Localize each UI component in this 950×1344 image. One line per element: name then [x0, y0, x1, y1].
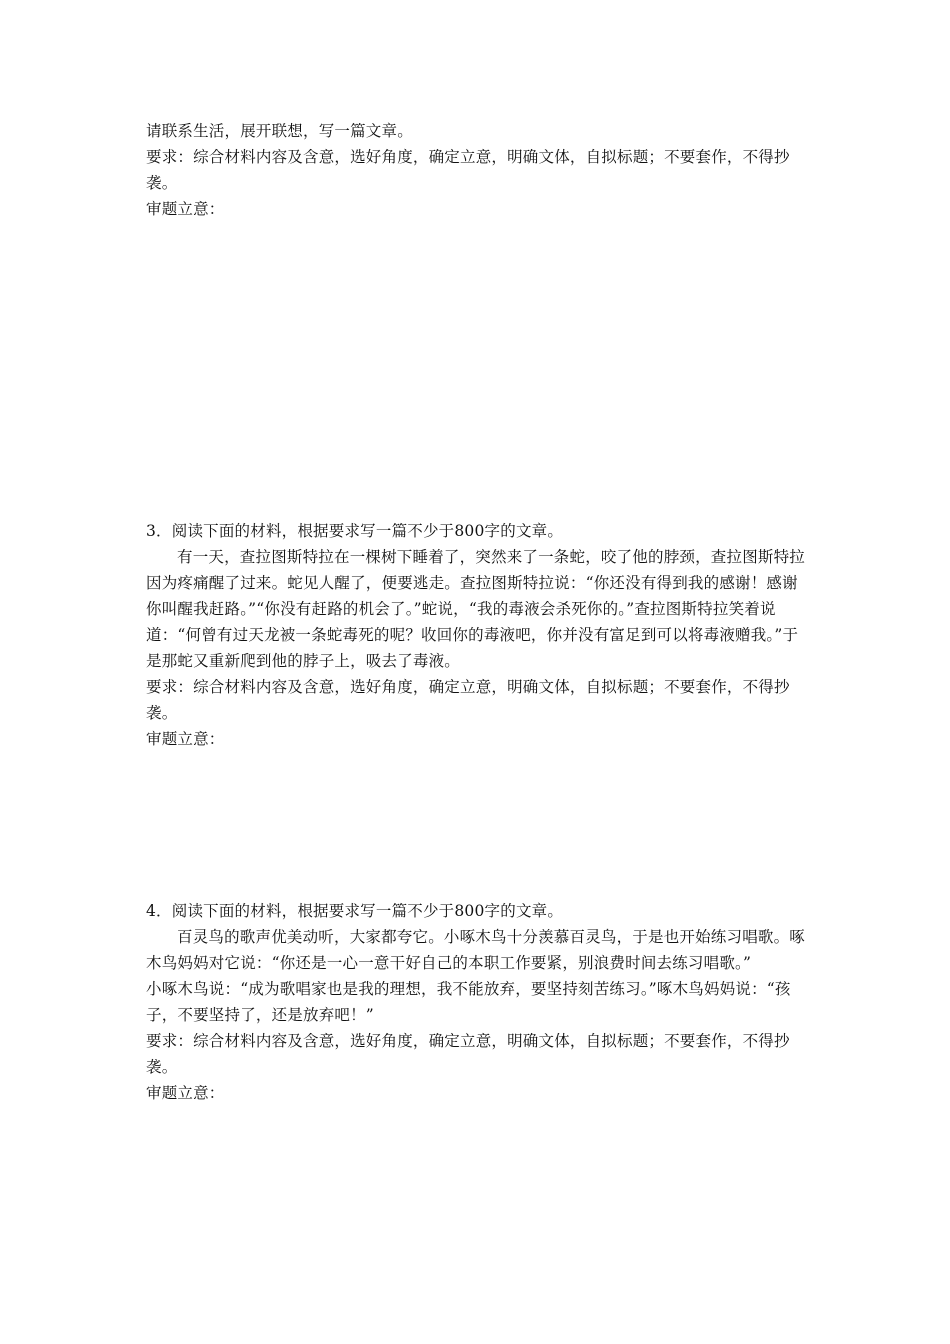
question-4-material: 百灵鸟的歌声优美动听，大家都夸它。小啄木鸟十分羡慕百灵鸟，于是也开始练习唱歌。啄木鸟妈妈对它说：“你还是一心一意干好自己的本职工作要紧，别浪费时间去练习唱歌。”	[146, 928, 806, 972]
question-3-shenti-label: 审题立意：	[146, 730, 225, 748]
question-4-requirement: 要求：综合材料内容及含意，选好角度，确定立意，明确文体，自拟标题；不要套作，不得抄袭。	[146, 1032, 790, 1076]
question-4-dialogue: 小啄木鸟说：“成为歌唱家也是我的理想，我不能放弃，要坚持刻苦练习。”啄木鸟妈妈说：“孩子，不要坚持了，还是放弃吧！”	[146, 980, 791, 1024]
question-4-heading: 4．阅读下面的材料，根据要求写一篇不少于800字的文章。	[146, 902, 564, 920]
question-3-heading: 3．阅读下面的材料，根据要求写一篇不少于800字的文章。	[146, 522, 564, 540]
question-4-shenti-label: 审题立意：	[146, 1084, 225, 1102]
question-4-section	[146, 898, 810, 1106]
question-3-material: 有一天，查拉图斯特拉在一棵树下睡着了，突然来了一条蛇，咬了他的脖颈，查拉图斯特拉因为疼痛醒了过来。蛇见人醒了，便要逃走。查拉图斯特拉说：“你还没有得到我的感谢！感谢你叫醒我赶路。”“你没有赶路的机会了。”蛇说，“我的毒液会杀死你的。”查拉图斯特拉笑着说道：“何曾有过天龙被一条蛇毒死的呢？收回你的毒液吧，你并没有富足到可以将毒液赠我。”于是那蛇又重新爬到他的脖子上，吸去了毒液。	[146, 548, 806, 670]
intro-requirement: 要求：综合材料内容及含意，选好角度，确定立意，明确文体，自拟标题；不要套作，不得抄袭。	[146, 148, 790, 192]
intro-prompt: 请联系生活，展开联想，写一篇文章。	[146, 122, 413, 140]
intro-section	[146, 118, 810, 222]
intro-shenti-label: 审题立意：	[146, 200, 225, 218]
question-3-requirement: 要求：综合材料内容及含意，选好角度，确定立意，明确文体，自拟标题；不要套作，不得抄袭。	[146, 678, 790, 722]
question-3-section	[146, 518, 810, 752]
